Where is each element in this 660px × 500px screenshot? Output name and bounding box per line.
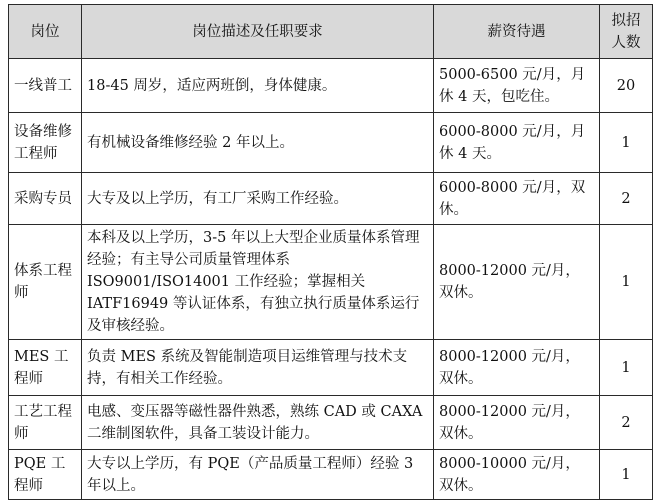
headcount-cell: 1	[600, 113, 653, 173]
position-cell: 设备维修工程师	[9, 113, 82, 173]
salary-cell: 8000-10000 元/月，双休。	[434, 450, 600, 500]
headcount-cell: 1	[600, 340, 653, 396]
table-row	[9, 340, 653, 396]
headcount-cell: 2	[600, 396, 653, 450]
job-listing-table	[8, 4, 653, 500]
position-cell: 一线普工	[9, 59, 82, 113]
position-cell: MES 工程师	[9, 340, 82, 396]
description-cell: 18-45 周岁，适应两班倒，身体健康。	[82, 59, 434, 113]
headcount-cell: 1	[600, 225, 653, 340]
salary-cell: 8000-12000 元/月，双休。	[434, 340, 600, 396]
salary-cell: 6000-8000 元/月，双休。	[434, 173, 600, 225]
table-row	[9, 225, 653, 340]
description-cell: 有机械设备维修经验 2 年以上。	[82, 113, 434, 173]
header-position: 岗位	[9, 5, 82, 59]
header-headcount: 拟招人数	[600, 5, 653, 59]
headcount-cell: 2	[600, 173, 653, 225]
description-cell: 大专及以上学历，有工厂采购工作经验。	[82, 173, 434, 225]
salary-cell: 5000-6500 元/月，月休 4 天，包吃住。	[434, 59, 600, 113]
header-row	[9, 5, 653, 59]
description-cell: 本科及以上学历，3-5 年以上大型企业质量体系管理经验；有主导公司质量管理体系 ISO9001/ISO14001 工作经验；掌握相关 IATF16949 等认证体系，有独立执行质量体系运行及审核经验。	[82, 225, 434, 340]
salary-cell: 8000-12000 元/月，双休。	[434, 396, 600, 450]
headcount-cell: 1	[600, 450, 653, 500]
headcount-cell: 20	[600, 59, 653, 113]
table-row	[9, 113, 653, 173]
header-salary: 薪资待遇	[434, 5, 600, 59]
position-cell: PQE 工程师	[9, 450, 82, 500]
position-cell: 工艺工程师	[9, 396, 82, 450]
table-row	[9, 396, 653, 450]
header-description: 岗位描述及任职要求	[82, 5, 434, 59]
description-cell: 负责 MES 系统及智能制造项目运维管理与技术支持，有相关工作经验。	[82, 340, 434, 396]
position-cell: 采购专员	[9, 173, 82, 225]
table-row	[9, 59, 653, 113]
position-cell: 体系工程师	[9, 225, 82, 340]
salary-cell: 6000-8000 元/月，月休 4 天。	[434, 113, 600, 173]
table-row	[9, 173, 653, 225]
table-row	[9, 450, 653, 500]
description-cell: 大专以上学历，有 PQE（产品质量工程师）经验 3 年以上。	[82, 450, 434, 500]
salary-cell: 8000-12000 元/月，双休。	[434, 225, 600, 340]
description-cell: 电感、变压器等磁性器件熟悉，熟练 CAD 或 CAXA 二维制图软件，具备工装设计能力。	[82, 396, 434, 450]
